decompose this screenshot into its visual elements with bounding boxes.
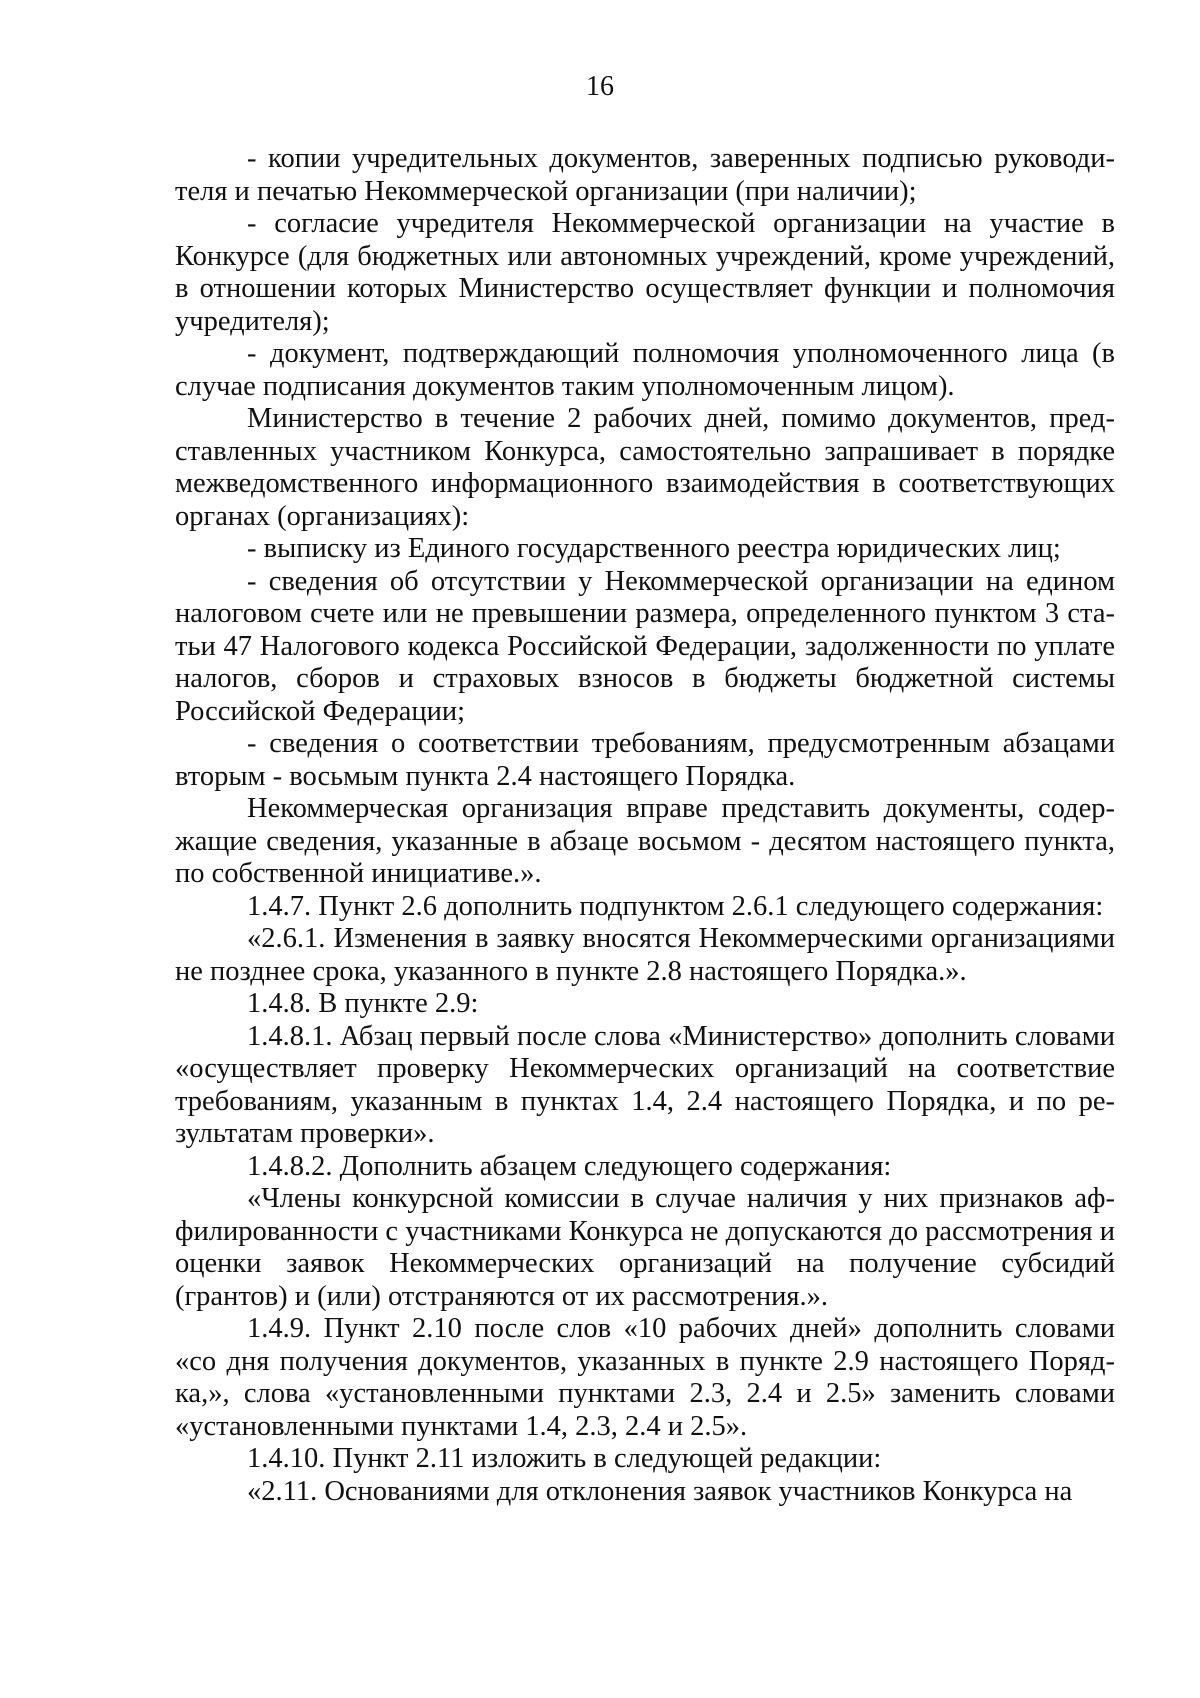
paragraph-commission-members: «Члены конкурсной комиссии в случае наличия у них признаков аффилированности с участниками Конкурса не допускаются до рассмотрения и оценки заявок Некоммерческих организаций на получение субсидий (грантов) и (или) отстраняются от их рассмотрения.». [175,1183,1115,1312]
paragraph-1-4-8-1: 1.4.8.1. Абзац первый после слова «Министерство» дополнить словами «осуществляет проверку Некоммерческих организаций на соответствие требованиям, указанным в пунктах 1.4, 2.4 настоящего Порядка, и по результатам проверки». [175,1020,1115,1149]
paragraph-2-11: «2.11. Основаниями для отклонения заявок участников Конкурса на [247,1475,1073,1507]
paragraph-requirements-compliance: - сведения о соответствии требованиям, предусмотренным абзацами вторым - восьмым пункта 2.4 настоящего Порядка. [175,728,1115,792]
paragraph-1-4-7: 1.4.7. Пункт 2.6 дополнить подпунктом 2.6.1 следующего содержания: [247,890,1104,922]
paragraph-own-initiative: Некоммерческая организация вправе представить документы, содержащие сведения, указанные в абзаце восьмом - десятом настоящего пункта, по собственной инициативе.». [175,793,1115,889]
paragraph-ministry-requests: Министерство в течение 2 рабочих дней, помимо документов, представленных участником Конкурса, самостоятельно запрашивает в порядке межведомственного информационного взаимодействия в соответствующих органах (организациях): [175,403,1115,532]
paragraph-tax-debt-info: - сведения об отсутствии у Некоммерческой организации на едином налоговом счете или не превышении размера, определенного пунктом 3 статьи 47 Налогового кодекса Российской Федерации, задолженности по уплате налогов, сборов и страховых взносов в бюджеты бюджетной системы Российской Федерации; [175,565,1115,727]
paragraph-1-4-8-2: 1.4.8.2. Дополнить абзацем следующего содержания: [247,1150,892,1182]
document-body [175,143,1115,1508]
paragraph-founding-documents: - копии учредительных документов, заверенных подписью руководителя и печатью Некоммерческой организации (при наличии); [175,143,1115,207]
paragraph-registry-extract: - выписку из Единого государственного реестра юридических лиц; [247,533,1061,564]
paragraph-2-6-1: «2.6.1. Изменения в заявку вносятся Некоммерческими организациями не позднее срока, указанного в пункте 2.8 настоящего Порядка.». [175,923,1115,987]
paragraph-1-4-8: 1.4.8. В пункте 2.9: [247,988,479,1019]
paragraph-authority-document: - документ, подтверждающий полномочия уполномоченного лица (в случае подписания документов таким уполномоченным лицом). [175,338,1115,402]
paragraph-1-4-10: 1.4.10. Пункт 2.11 изложить в следующей редакции: [247,1443,882,1474]
page-number: 16 [586,71,614,102]
paragraph-1-4-9: 1.4.9. Пункт 2.10 после слов «10 рабочих дней» дополнить словами «со дня получения документов, указанных в пункте 2.9 настоящего Порядка,», слова «установленными пунктами 2.3, 2.4 и 2.5» заменить словами «установленными пунктами 1.4, 2.3, 2.4 и 2.5». [175,1313,1115,1442]
paragraph-founder-consent: - согласие учредителя Некоммерческой организации на участие в Конкурсе (для бюджетных или автономных учреждений, кроме учреждений, в отношении которых Министерство осуществляет функции и полномочия учредителя); [175,208,1115,337]
